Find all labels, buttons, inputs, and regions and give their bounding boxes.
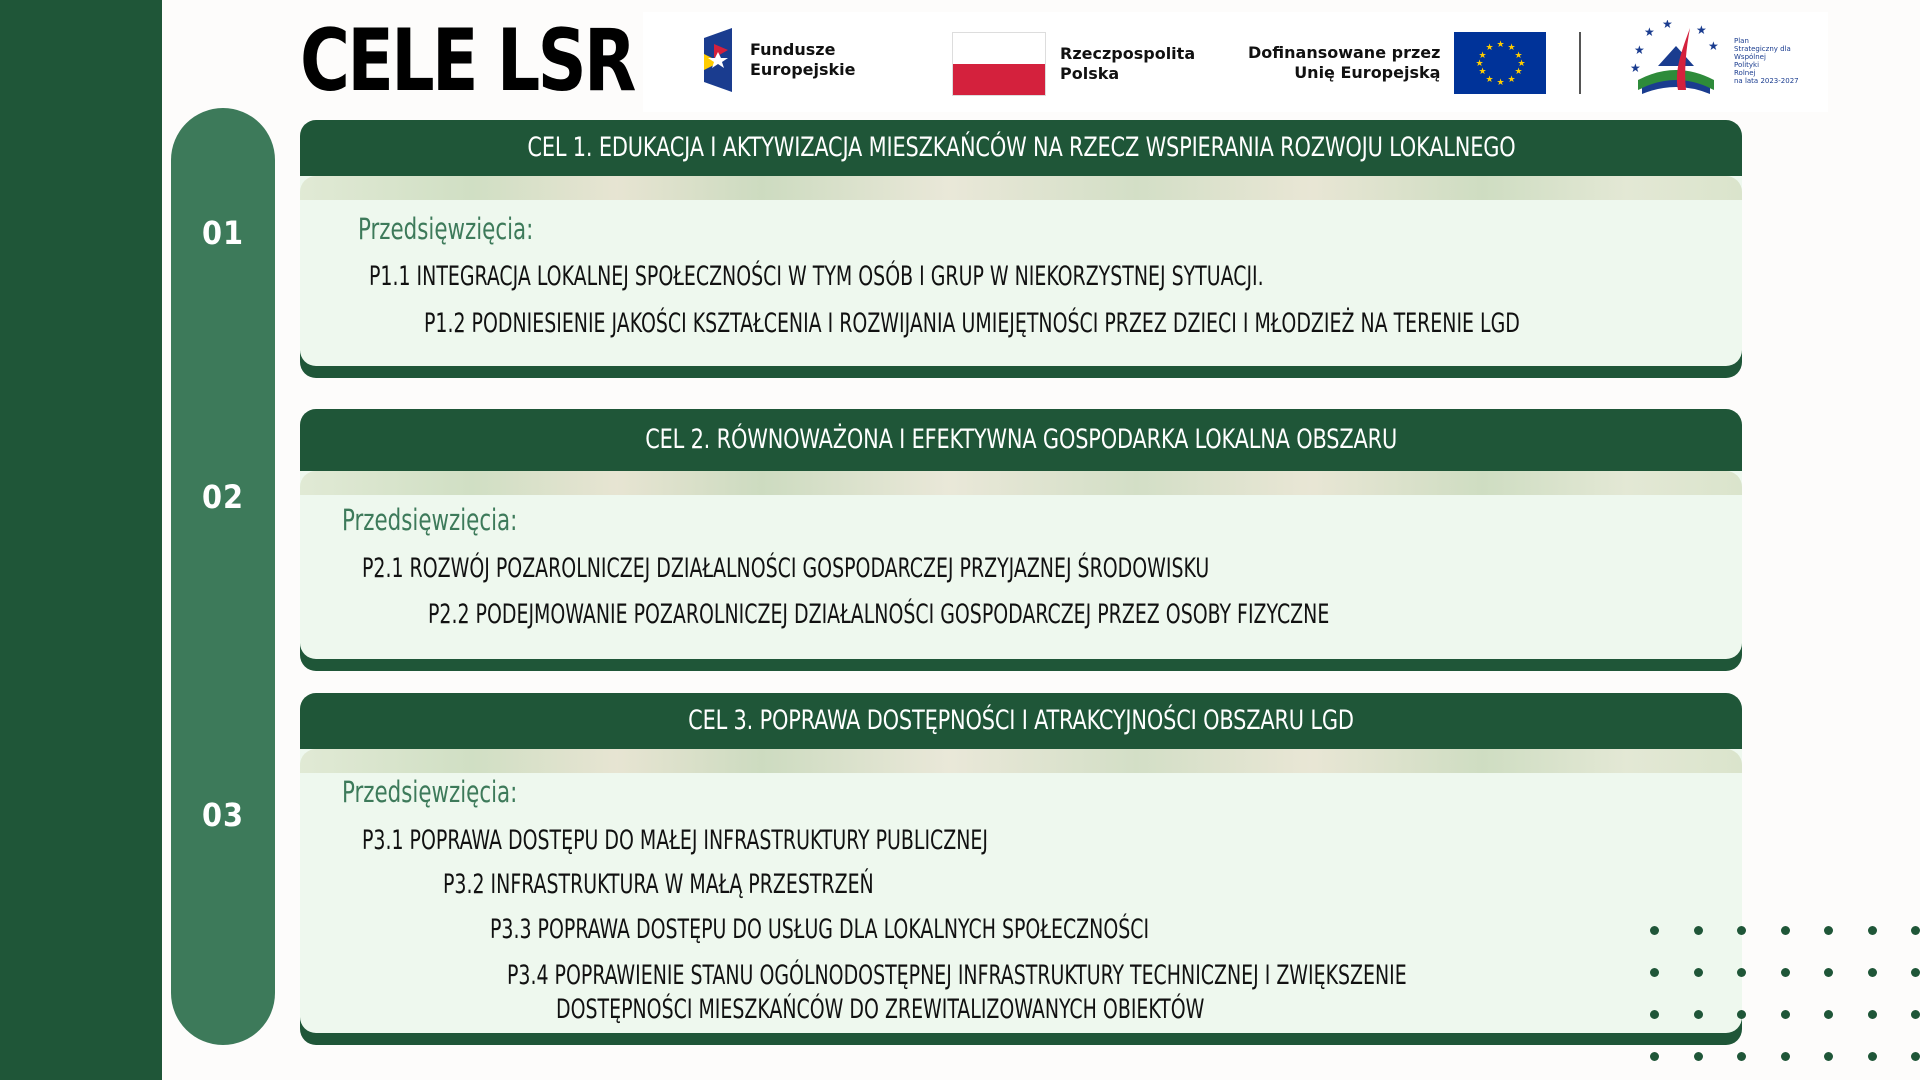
rp-text-line2: Polska: [1060, 64, 1120, 83]
eu-text-line1: Dofinansowane przez: [1248, 43, 1441, 62]
decorative-dot: [1911, 926, 1920, 935]
goal-card-2-photo-strip: [300, 471, 1742, 495]
ps-text-line2: Strategiczny dla: [1734, 45, 1791, 53]
goal-card-2: [300, 409, 1742, 671]
decorative-dot: [1824, 1010, 1833, 1019]
svg-text:★: ★: [1662, 20, 1673, 31]
ps-text-line5: Rolnej: [1734, 69, 1756, 77]
decorative-dot: [1694, 1010, 1703, 1019]
goal-card-2-subheading: Przedsięwzięcia:: [342, 503, 518, 537]
decorative-dot: [1868, 968, 1877, 977]
goal-card-2-title: CEL 2. RÓWNOWAŻONA I EFEKTYWNA GOSPODARKA LOKALNA OBSZARU: [300, 409, 1742, 471]
rzeczpospolita-polska-logo: [952, 32, 1195, 96]
decorative-dot: [1650, 968, 1659, 977]
svg-text:★: ★: [1630, 61, 1641, 75]
decorative-dot-grid: [1650, 926, 1920, 1076]
decorative-dot: [1737, 1010, 1746, 1019]
decorative-dot: [1650, 1052, 1659, 1061]
plan-strategiczny-logo: [1628, 20, 1799, 102]
left-green-band: [0, 0, 162, 1080]
goal-card-2-item-1: P2.1 ROZWÓJ POZAROLNICZEJ DZIAŁALNOŚCI GOSPODARCZEJ PRZYJAZNEJ ŚRODOWISKU: [362, 553, 1210, 584]
ps-text-line1: Plan: [1734, 37, 1749, 45]
decorative-dot: [1911, 968, 1920, 977]
goal-number-01: 01: [201, 214, 245, 252]
page-title: CELE LSR: [300, 11, 634, 111]
decorative-dot: [1737, 1052, 1746, 1061]
goal-card-3: [300, 693, 1742, 1045]
decorative-dot: [1694, 968, 1703, 977]
decorative-dot: [1650, 926, 1659, 935]
ps-text-line6: na lata 2023-2027: [1734, 77, 1799, 85]
svg-text:★: ★: [1708, 39, 1719, 53]
decorative-dot: [1911, 1052, 1920, 1061]
goal-card-1-item-1: P1.1 INTEGRACJA LOKALNEJ SPOŁECZNOŚCI W TYM OSÓB I GRUP W NIEKORZYSTNEJ SYTUACJI.: [369, 261, 1264, 292]
goal-card-3-item-1: P3.1 POPRAWA DOSTĘPU DO MAŁEJ INFRASTRUKTURY PUBLICZNEJ: [362, 825, 988, 856]
eu-text-line2: Unię Europejską: [1294, 63, 1441, 82]
goal-card-3-title: CEL 3. POPRAWA DOSTĘPNOŚCI I ATRAKCYJNOŚCI OBSZARU LGD: [300, 693, 1742, 749]
polish-flag-icon: [952, 32, 1046, 96]
logo-divider: [1579, 32, 1581, 94]
goal-card-1-item-2: P1.2 PODNIESIENIE JAKOŚCI KSZTAŁCENIA I ROZWIJANIA UMIEJĘTNOŚCI PRZEZ DZIECI I MŁODZIEŻ NA TERENIE LGD: [424, 308, 1520, 339]
fundusze-europejskie-logo: [700, 28, 856, 92]
goal-card-1: [300, 120, 1742, 378]
decorative-dot: [1781, 1010, 1790, 1019]
logo-bar: [643, 12, 1828, 112]
fundusze-text-line2: Europejskie: [750, 60, 856, 79]
svg-text:★: ★: [1634, 43, 1645, 57]
goal-card-1-subheading: Przedsięwzięcia:: [358, 212, 534, 246]
eu-funding-logo: [1248, 32, 1546, 94]
decorative-dot: [1824, 968, 1833, 977]
decorative-dot: [1694, 926, 1703, 935]
decorative-dot: [1694, 1052, 1703, 1061]
decorative-dot: [1868, 1052, 1877, 1061]
goal-card-3-subheading: Przedsięwzięcia:: [342, 775, 518, 809]
goal-card-3-item-3: P3.3 POPRAWA DOSTĘPU DO USŁUG DLA LOKALNYCH SPOŁECZNOŚCI: [490, 914, 1150, 945]
ps-text-line4: Polityki: [1734, 61, 1760, 69]
fundusze-europejskie-icon: [700, 28, 736, 92]
decorative-dot: [1737, 968, 1746, 977]
decorative-dot: [1781, 1052, 1790, 1061]
goal-card-2-item-2: P2.2 PODEJMOWANIE POZAROLNICZEJ DZIAŁALNOŚCI GOSPODARCZEJ PRZEZ OSOBY FIZYCZNE: [428, 599, 1330, 630]
decorative-dot: [1868, 926, 1877, 935]
goal-card-3-item-2: P3.2 INFRASTRUKTURA W MAŁĄ PRZESTRZEŃ: [443, 869, 874, 900]
goal-card-3-item-4: P3.4 POPRAWIENIE STANU OGÓLNODOSTĘPNEJ INFRASTRUKTURY TECHNICZNEJ I ZWIĘKSZENIE: [507, 960, 1407, 991]
goal-card-3-item-4-continued: DOSTĘPNOŚCI MIESZKAŃCÓW DO ZREWITALIZOWANYCH OBIEKTÓW: [556, 994, 1205, 1025]
goal-card-1-title: CEL 1. EDUKACJA I AKTYWIZACJA MIESZKAŃCÓW NA RZECZ WSPIERANIA ROZWOJU LOKALNEGO: [300, 120, 1742, 176]
decorative-dot: [1781, 968, 1790, 977]
eu-flag-icon: ★ ★ ★ ★ ★ ★ ★ ★ ★ ★ ★ ★: [1454, 32, 1546, 94]
ps-text-line3: Wspólnej: [1734, 53, 1766, 61]
goal-card-1-photo-strip: [300, 176, 1742, 200]
goal-number-02: 02: [201, 478, 245, 516]
decorative-dot: [1824, 926, 1833, 935]
rp-text-line1: Rzeczpospolita: [1060, 44, 1196, 63]
plan-strategiczny-icon: [1628, 20, 1724, 102]
decorative-dot: [1911, 1010, 1920, 1019]
decorative-dot: [1650, 1010, 1659, 1019]
svg-text:★: ★: [1644, 25, 1655, 39]
goal-card-3-photo-strip: [300, 749, 1742, 773]
decorative-dot: [1737, 926, 1746, 935]
goal-number-03: 03: [201, 796, 245, 834]
fundusze-text-line1: Fundusze: [750, 40, 836, 59]
decorative-dot: [1868, 1010, 1877, 1019]
svg-text:★: ★: [1696, 23, 1707, 37]
decorative-dot: [1781, 926, 1790, 935]
decorative-dot: [1824, 1052, 1833, 1061]
